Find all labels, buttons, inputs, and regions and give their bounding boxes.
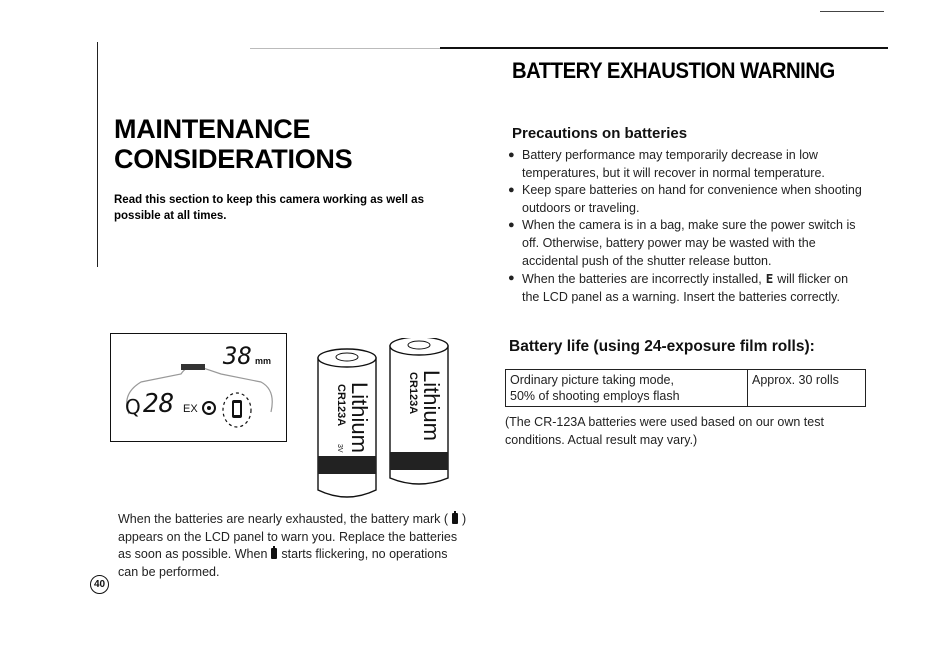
battery-mark-icon — [271, 548, 277, 559]
caption-part-1: When the batteries are nearly exhausted, the battery mark ( — [118, 512, 449, 526]
battery-life-heading: Battery life (using 24-exposure film rolls): — [509, 338, 815, 355]
lcd-panel-illustration — [110, 333, 287, 442]
list-item — [508, 147, 868, 182]
caption-part-3: starts flickering, no operations can be performed. — [118, 547, 448, 579]
left-margin-rule — [97, 42, 98, 267]
bullet-text: When the batteries are incorrectly installed, — [522, 272, 762, 287]
bullet-dot: ● — [508, 272, 515, 285]
battery-back-brand: Lithium — [419, 370, 444, 441]
camera-top-bar — [181, 364, 205, 370]
caption-part-2: ) appears on the LCD panel to warn you. Replace the batteries as soon as possible. When — [118, 512, 467, 562]
table-row — [506, 370, 866, 407]
battery-front-voltage: 3V — [336, 444, 343, 453]
bullet-text: Battery performance may temporarily decrease in low temperatures, but it will recover in normal temperature. — [522, 148, 825, 180]
battery-warning-title: BATTERY EXHAUSTION WARNING — [512, 58, 835, 83]
list-item — [508, 182, 868, 217]
battery-illustration — [312, 338, 462, 500]
battery-front-model: CR123A — [335, 384, 347, 427]
precautions-heading: Precautions on batteries — [512, 125, 688, 142]
table-cell-value: Approx. 30 rolls — [748, 370, 866, 407]
battery-life-table — [505, 369, 866, 407]
lcd-q-icon: Q — [125, 395, 141, 419]
battery-life-note: (The CR-123A batteries were used based on our own test conditions. Actual result may vary.) — [505, 415, 824, 447]
battery-front — [318, 349, 376, 497]
lcd-frame-unit: mm — [255, 356, 272, 366]
lcd-film-icon-center — [207, 406, 211, 410]
top-right-rule — [820, 11, 884, 12]
lcd-caption — [118, 511, 468, 581]
lcd-exposure-unit: EX — [183, 403, 198, 415]
maintenance-title — [114, 114, 352, 174]
battery-drawing — [312, 338, 462, 500]
bullet-text: When the camera is in a bag, make sure the power switch is off. Otherwise, battery power may be wasted with the accidental push of the shutter release button. — [522, 218, 856, 268]
battery-back — [390, 338, 448, 484]
battery-front-brand: Lithium — [347, 382, 372, 453]
title-line-2: CONSIDERATIONS — [114, 144, 353, 174]
title-line-1: MAINTENANCE — [114, 114, 311, 144]
header-rule-faint — [250, 48, 440, 49]
lcd-exposure-count: 28 — [143, 389, 175, 419]
bullet-dot: ● — [508, 219, 515, 232]
list-item — [508, 270, 868, 306]
bullet-text: Keep spare batteries on hand for convenience when shooting outdoors or traveling. — [522, 183, 862, 215]
lcd-panel-drawing — [111, 334, 286, 441]
bullet-dot: ● — [508, 184, 515, 197]
bullet-text: will flicker on the LCD panel as a warning. Insert the batteries correctly. — [522, 272, 849, 304]
error-glyph-icon: E — [765, 271, 774, 287]
lcd-battery-icon-inner — [234, 403, 240, 415]
lcd-frame-number: 38 — [223, 342, 252, 370]
condition-line-1: Ordinary picture taking mode, — [510, 373, 674, 387]
table-cell-condition — [506, 370, 748, 407]
precautions-list — [508, 147, 868, 306]
page-number: 40 — [90, 575, 109, 594]
maintenance-intro: Read this section to keep this camera working as well as possible at all times. — [114, 194, 424, 222]
bullet-dot: ● — [508, 149, 515, 161]
header-rule — [440, 47, 888, 49]
condition-line-2: 50% of shooting employs flash — [510, 389, 680, 403]
list-item — [508, 217, 868, 270]
battery-mark-icon — [452, 513, 458, 524]
battery-back-model: CR123A — [407, 372, 419, 415]
